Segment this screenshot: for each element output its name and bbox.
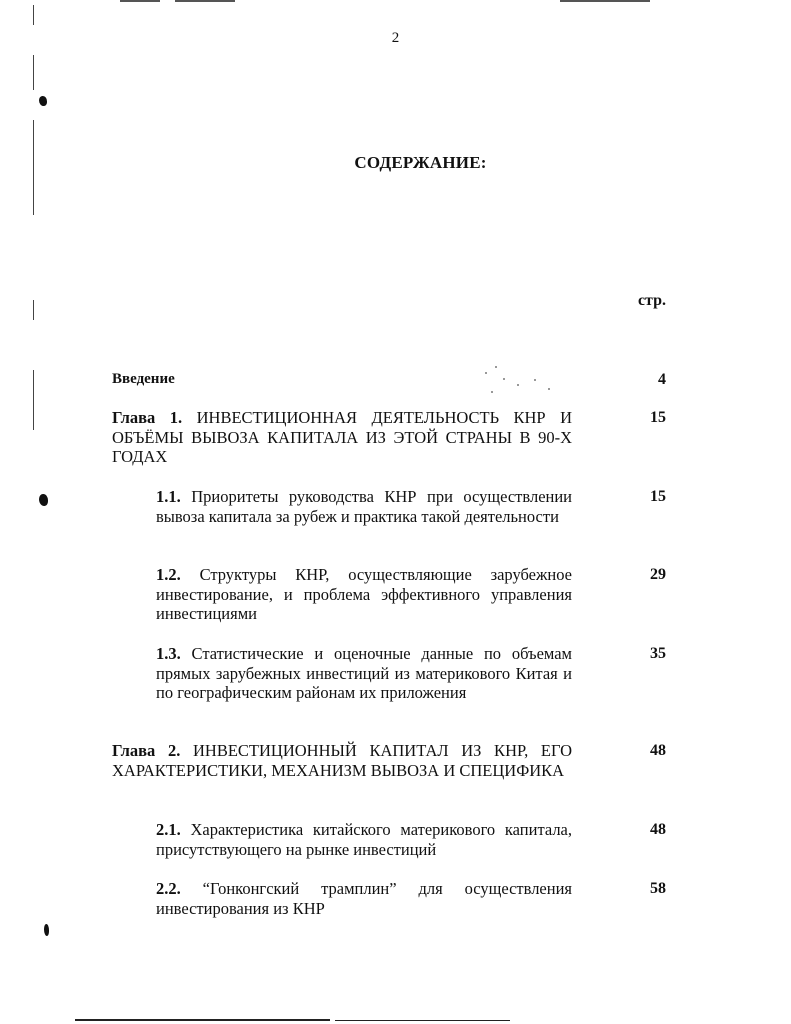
toc-entry-chapter-2[interactable] xyxy=(112,741,666,780)
chapter-heading: ИНВЕСТИЦИОННЫЙ КАПИТАЛ ИЗ КНР, ЕГО ХАРАКТЕРИСТИКИ, МЕХАНИЗМ ВЫВОЗА И СПЕЦИФИКА xyxy=(112,741,572,780)
scan-artifact-left-line xyxy=(33,370,34,430)
section-title: Статистические и оценочные данные по объемам прямых зарубежных инвестиций из материкового Китая и по географическим районам их приложения xyxy=(156,644,572,702)
toc-entry-page: 15 xyxy=(650,409,666,426)
toc-entry-page: 48 xyxy=(650,742,666,759)
toc-entry-title xyxy=(112,408,572,467)
toc-entry-title xyxy=(156,565,572,624)
page-number: 2 xyxy=(391,30,400,46)
chapter-heading: ИНВЕСТИЦИОННАЯ ДЕЯТЕЛЬНОСТЬ КНР И ОБЪЁМЫ ВЫВОЗА КАПИТАЛА ИЗ ЭТОЙ СТРАНЫ В 90-Х ГОДАХ xyxy=(112,408,572,466)
scan-speckle xyxy=(495,366,497,368)
scan-artifact-mark xyxy=(44,924,49,936)
toc-entry-page: 29 xyxy=(650,566,666,583)
scan-speckle xyxy=(491,391,493,393)
toc-entry-section-2-1[interactable] xyxy=(156,820,666,859)
toc-entry-title xyxy=(156,644,572,703)
toc-entry-title xyxy=(156,820,572,859)
toc-entry-section-1-2[interactable] xyxy=(156,565,666,624)
scan-artifact-left-line xyxy=(33,5,34,25)
section-number: 2.2. xyxy=(156,879,181,898)
section-number: 1.1. xyxy=(156,487,181,506)
scan-artifact-top xyxy=(120,0,160,2)
chapter-label: Глава 1. xyxy=(112,408,183,427)
section-title: “Гонконгский трамплин” для осуществления инвестирования из КНР xyxy=(156,879,572,918)
toc-entry-title xyxy=(156,487,572,526)
section-number: 1.3. xyxy=(156,644,181,663)
scan-artifact-left-line xyxy=(33,55,34,90)
toc-entry-page: 58 xyxy=(650,880,666,897)
section-number: 1.2. xyxy=(156,565,181,584)
toc-entry-title xyxy=(156,879,572,918)
section-title: Структуры КНР, осуществляющие зарубежное инвестирование, и проблема эффективного управления инвестициями xyxy=(156,565,572,623)
toc-entry-page: 15 xyxy=(650,488,666,505)
page-title: СОДЕРЖАНИЕ: xyxy=(354,153,487,172)
section-title: Характеристика китайского материкового капитала, присутствующего на рынке инвестиций xyxy=(156,820,573,859)
chapter-label: Глава 2. xyxy=(112,741,181,760)
scan-artifact-left-line xyxy=(33,300,34,320)
section-number: 2.1. xyxy=(156,820,181,839)
page-column-label: стр. xyxy=(637,292,666,309)
toc-entry-section-2-2[interactable] xyxy=(156,879,666,918)
scan-artifact-mark xyxy=(39,494,48,506)
toc-entry-chapter-1[interactable] xyxy=(112,408,666,467)
toc-entry-title: Введение xyxy=(112,371,175,387)
toc-entry-title xyxy=(112,741,572,780)
scan-artifact-top xyxy=(560,0,650,2)
scan-artifact-bottom xyxy=(75,1019,330,1021)
scan-artifact-bottom xyxy=(335,1020,510,1021)
section-title: Приоритеты руководства КНР при осуществлении вывоза капитала за рубеж и практика такой деятельности xyxy=(156,487,573,526)
scan-artifact-mark xyxy=(39,96,47,106)
toc-entry-page: 4 xyxy=(658,371,666,388)
toc-entry-section-1-3[interactable] xyxy=(156,644,666,703)
toc-entry-section-1-1[interactable] xyxy=(156,487,666,526)
toc-entry-intro[interactable] xyxy=(112,370,666,390)
toc-entry-page: 35 xyxy=(650,645,666,662)
scan-artifact-top xyxy=(175,0,235,2)
toc-entry-page: 48 xyxy=(650,821,666,838)
